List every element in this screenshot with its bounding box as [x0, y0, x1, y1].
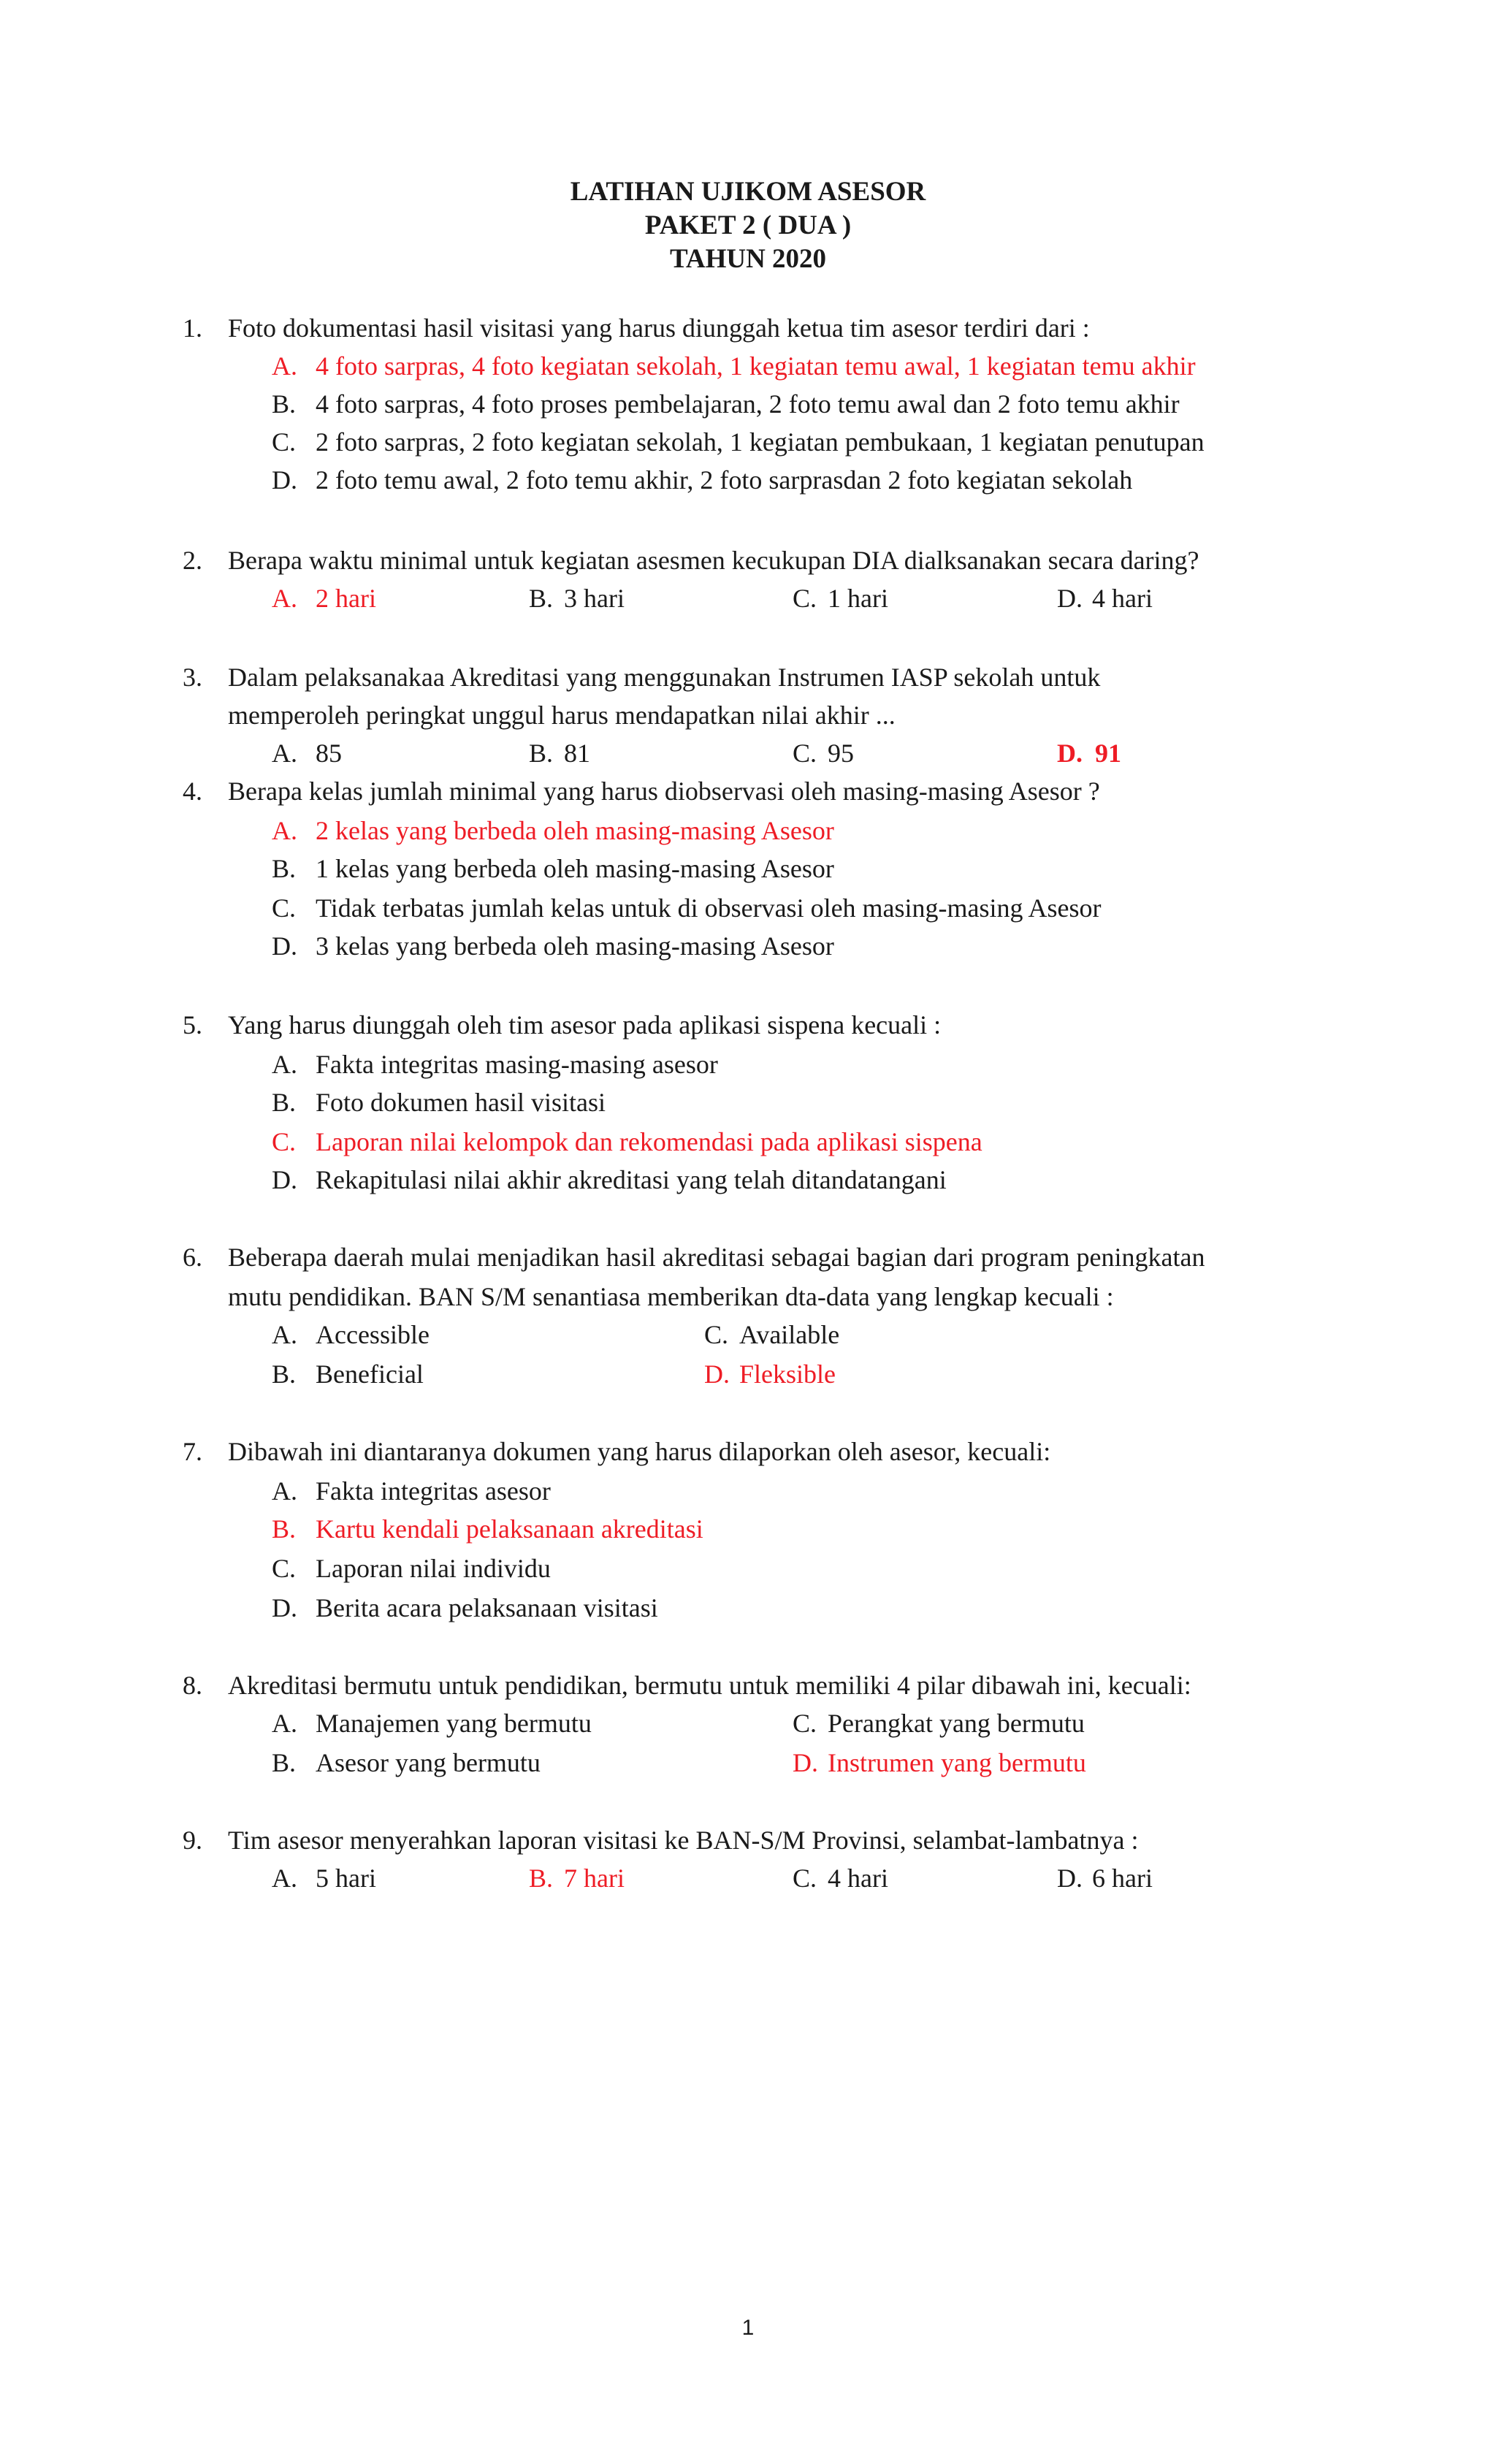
- question-text: Foto dokumentasi hasil visitasi yang harus diunggah ketua tim asesor terdiri dari :: [228, 313, 1090, 343]
- option-d: D. Rekapitulasi nilai akhir akreditasi yang telah ditandatangani: [272, 1165, 947, 1194]
- question-text: Yang harus diunggah oleh tim asesor pada aplikasi sispena kecuali :: [228, 1010, 942, 1040]
- question-number: 2.: [183, 546, 202, 575]
- option-b: B. 4 foto sarpras, 4 foto proses pembelajaran, 2 foto temu awal dan 2 foto temu akhir: [272, 389, 1180, 419]
- option-d: D. 4 hari: [1057, 584, 1153, 613]
- option-a: A. Fakta integritas asesor: [272, 1476, 551, 1506]
- option-c: C. 1 hari: [793, 584, 888, 613]
- option-d: D. 3 kelas yang berbeda oleh masing-masing Asesor: [272, 931, 834, 961]
- question-number: 3.: [183, 663, 202, 692]
- question-text-line-2: mutu pendidikan. BAN S/M senantiasa memberikan dta-data yang lengkap kecuali :: [228, 1282, 1114, 1311]
- question-number: 6.: [183, 1243, 202, 1272]
- page-number: 1: [741, 2316, 755, 2340]
- option-c: C. Laporan nilai individu: [272, 1554, 551, 1583]
- option-d: D. 6 hari: [1057, 1864, 1153, 1893]
- option-a: A. Fakta integritas masing-masing asesor: [272, 1050, 718, 1079]
- option-b: B. 1 kelas yang berbeda oleh masing-masing Asesor: [272, 854, 834, 883]
- question-number: 5.: [183, 1010, 202, 1040]
- question-text-line-2: memperoleh peringkat unggul harus mendapatkan nilai akhir ...: [228, 701, 896, 730]
- question-number: 4.: [183, 777, 202, 806]
- option-d: D. 2 foto temu awal, 2 foto temu akhir, 2 foto sarprasdan 2 foto kegiatan sekolah: [272, 465, 1133, 495]
- option-c: C. Perangkat yang bermutu: [793, 1709, 1085, 1738]
- option-d: D. Fleksible: [704, 1359, 836, 1389]
- option-c: C. 95: [793, 739, 854, 768]
- option-b: B. Kartu kendali pelaksanaan akreditasi: [272, 1514, 703, 1544]
- question-number: 8.: [183, 1671, 202, 1700]
- option-a: A. 4 foto sarpras, 4 foto kegiatan sekolah, 1 kegiatan temu awal, 1 kegiatan temu akhir: [272, 351, 1196, 381]
- question-text: Dibawah ini diantaranya dokumen yang harus dilaporkan oleh asesor, kecuali:: [228, 1437, 1051, 1466]
- doc-subtitle-paket: PAKET 2 ( DUA ): [644, 210, 852, 240]
- question-text: Akreditasi bermutu untuk pendidikan, bermutu untuk memiliki 4 pilar dibawah ini, kecuali:: [228, 1671, 1191, 1700]
- option-d: D. Berita acara pelaksanaan visitasi: [272, 1593, 658, 1622]
- question-number: 7.: [183, 1437, 202, 1466]
- option-c: C. Available: [704, 1320, 840, 1349]
- question-text-line-1: Dalam pelaksanakaa Akreditasi yang menggunakan Instrumen IASP sekolah untuk: [228, 663, 1101, 692]
- option-b: B. 81: [529, 739, 590, 768]
- option-b: B. 3 hari: [529, 584, 625, 613]
- option-b: B. Foto dokumen hasil visitasi: [272, 1088, 606, 1117]
- option-a: A. 2 kelas yang berbeda oleh masing-masing Asesor: [272, 816, 834, 845]
- option-c: C. 4 hari: [793, 1864, 888, 1893]
- question-number: 1.: [183, 313, 202, 343]
- option-a: A. Accessible: [272, 1320, 430, 1349]
- option-b: B. Asesor yang bermutu: [272, 1748, 541, 1777]
- option-c: C. Tidak terbatas jumlah kelas untuk di observasi oleh masing-masing Asesor: [272, 893, 1102, 923]
- option-a: A. 2 hari: [272, 584, 376, 613]
- question-text: Berapa waktu minimal untuk kegiatan asesmen kecukupan DIA dialksanakan secara daring?: [228, 546, 1199, 575]
- question-text-line-1: Beberapa daerah mulai menjadikan hasil akreditasi sebagai bagian dari program peningkatan: [228, 1243, 1205, 1272]
- option-c: C. Laporan nilai kelompok dan rekomendasi pada aplikasi sispena: [272, 1127, 982, 1156]
- option-a: A. 5 hari: [272, 1864, 376, 1893]
- option-a: A. 85: [272, 739, 342, 768]
- doc-title: LATIHAN UJIKOM ASESOR: [570, 177, 926, 207]
- option-d: D. 91: [1057, 739, 1121, 768]
- option-d: D. Instrumen yang bermutu: [793, 1748, 1086, 1777]
- question-number: 9.: [183, 1826, 202, 1855]
- option-b: B. 7 hari: [529, 1864, 625, 1893]
- option-b: B. Beneficial: [272, 1359, 424, 1389]
- option-c: C. 2 foto sarpras, 2 foto kegiatan sekolah, 1 kegiatan pembukaan, 1 kegiatan penutupan: [272, 427, 1205, 457]
- question-text: Tim asesor menyerahkan laporan visitasi ke BAN-S/M Provinsi, selambat-lambatnya :: [228, 1826, 1139, 1855]
- question-text: Berapa kelas jumlah minimal yang harus diobservasi oleh masing-masing Asesor ?: [228, 777, 1100, 806]
- option-a: A. Manajemen yang bermutu: [272, 1709, 592, 1738]
- doc-subtitle-year: TAHUN 2020: [669, 244, 827, 274]
